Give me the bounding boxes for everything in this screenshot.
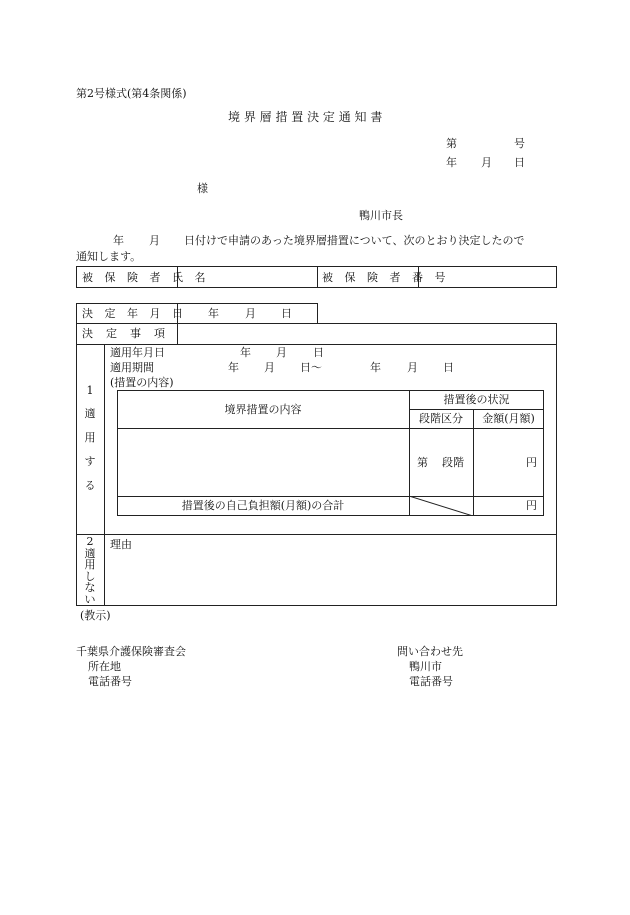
issue-date-month: 月: [481, 156, 492, 169]
section2-label-6: い: [84, 592, 96, 606]
stage-value-dai: 第: [417, 456, 428, 469]
insured-name-label: 被 保 険 者 氏 名: [82, 271, 210, 284]
section2-label-5: な: [84, 581, 96, 594]
status-header: 措置後の状況: [443, 393, 510, 406]
decision-matter-label: 決 定 事 項: [82, 327, 166, 340]
number-go: 号: [514, 137, 525, 150]
section2-label-2: 適: [84, 546, 96, 560]
review-board-name: 千葉県介護保険審査会: [76, 645, 186, 658]
stage-value-dankai: 段階: [442, 456, 464, 469]
period-to-year: 年: [370, 361, 381, 374]
issue-date-year: 年: [446, 156, 457, 169]
inquiry-heading: 問い合わせ先: [397, 645, 463, 658]
period-to-month: 月: [407, 361, 418, 374]
reason-label: 理由: [110, 538, 132, 551]
form-number: 第2号様式(第4条関係): [76, 87, 187, 100]
period-to-day: 日: [443, 361, 454, 374]
addressee-sama: 様: [197, 182, 208, 195]
section1-label-2: 適: [84, 407, 96, 420]
apply-date-month: 月: [276, 346, 287, 359]
section1-label-3: 用: [84, 431, 96, 444]
inquiry-phone-label: 電話番号: [409, 675, 453, 688]
diagonal-line-icon: [409, 496, 473, 516]
period-from-day: 日〜: [300, 361, 322, 374]
section2-label-3: 用: [84, 558, 96, 571]
apply-period-label: 適用期間: [110, 361, 154, 374]
issue-date-day: 日: [514, 156, 525, 169]
issuer: 鴨川市長: [359, 209, 403, 222]
decision-date-year: 年: [208, 307, 219, 320]
apply-date-year: 年: [240, 346, 251, 359]
insured-number-label: 被 保 険 者 番 号: [322, 271, 450, 284]
inquiry-city: 鴨川市: [409, 660, 442, 673]
decision-date-day: 日: [281, 307, 292, 320]
section2-label-4: し: [84, 569, 96, 583]
content-header: 境界措置の内容: [224, 403, 302, 416]
review-board-phone-label: 電話番号: [88, 675, 132, 688]
total-unit: 円: [526, 499, 537, 512]
document-title: 境 界 層 措 置 決 定 通 知 書: [228, 110, 383, 124]
amount-unit: 円: [526, 456, 537, 469]
decision-date-month: 月: [245, 307, 256, 320]
section1-label-1: 1: [86, 384, 94, 397]
section1-label-4: す: [84, 455, 96, 468]
measure-content-label: (措置の内容): [110, 376, 174, 389]
period-from-year: 年: [228, 361, 239, 374]
body-month: 月: [149, 234, 160, 247]
number-dai: 第: [446, 137, 457, 150]
apply-date-label: 適用年月日: [110, 346, 165, 359]
amount-header: 金額(月額): [482, 412, 535, 425]
period-from-month: 月: [264, 361, 275, 374]
body-year: 年: [113, 234, 124, 247]
apply-date-day: 日: [313, 346, 324, 359]
decision-date-label: 決 定 年 月 日: [82, 307, 187, 320]
body-text-line2: 通知します。: [76, 250, 142, 263]
section1-label-5: る: [84, 479, 96, 492]
stage-header: 段階区分: [419, 412, 463, 425]
section2-label-1: 2: [86, 535, 94, 548]
total-label: 措置後の自己負担額(月額)の合計: [181, 499, 345, 512]
review-board-address-label: 所在地: [88, 660, 121, 673]
body-text-line1: 日付けで申請のあった境界層措置について、次のとおり決定したので: [184, 234, 525, 247]
instruction-label: (教示): [80, 609, 111, 622]
